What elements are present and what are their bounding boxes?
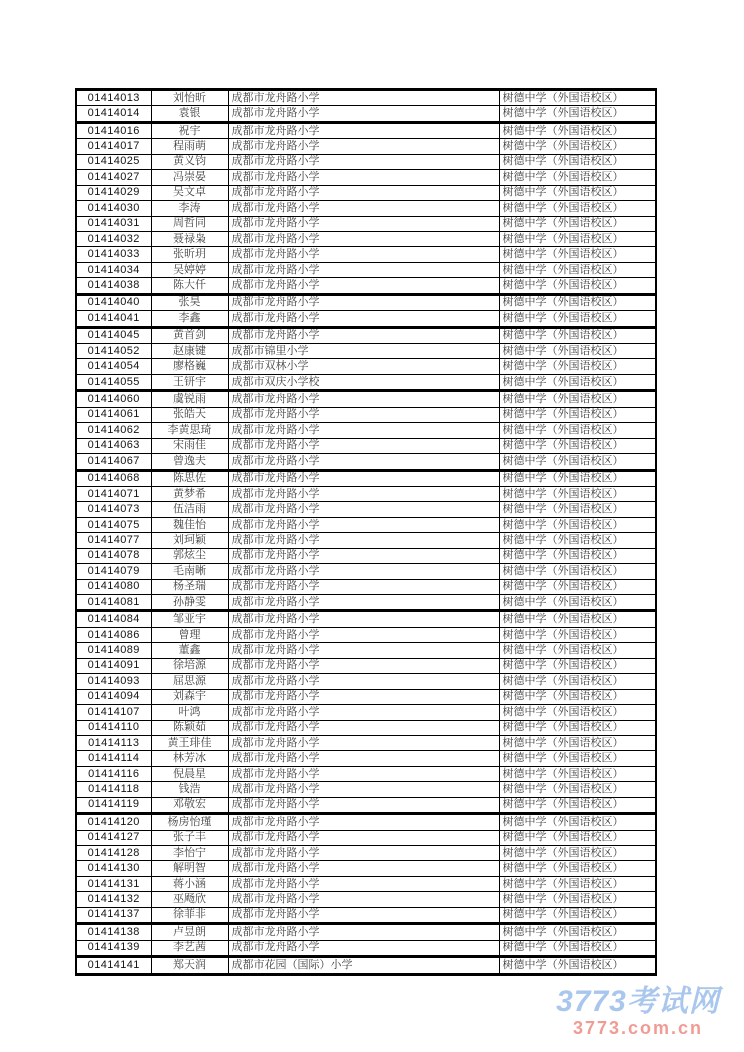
admitted-school-cell: 树德中学（外国语校区）: [499, 139, 656, 154]
table-row: [76, 735, 656, 750]
admitted-school-cell: 树德中学（外国语校区）: [499, 423, 656, 438]
exam-id-cell: 01414139: [76, 940, 151, 956]
admitted-school-cell: 树德中学（外国语校区）: [499, 689, 656, 704]
student-name-cell: 李黄思琦: [151, 423, 228, 438]
table-row: [76, 262, 656, 277]
table-row: [76, 517, 656, 532]
primary-school-cell: 成都市龙舟路小学: [228, 814, 499, 830]
primary-school-cell: 成都市龙舟路小学: [228, 579, 499, 594]
student-name-cell: 伍洁雨: [151, 502, 228, 517]
student-name-cell: 廖格巍: [151, 359, 228, 374]
student-name-cell: 吴文卓: [151, 185, 228, 200]
exam-id-cell: 01414030: [76, 201, 151, 216]
table-row: [76, 216, 656, 231]
exam-id-cell: 01414128: [76, 846, 151, 861]
primary-school-cell: 成都市龙舟路小学: [228, 262, 499, 277]
table-row: [76, 311, 656, 327]
exam-id-cell: 01414086: [76, 627, 151, 642]
student-name-cell: 孙静雯: [151, 595, 228, 611]
admitted-school-cell: 树德中学（外国语校区）: [499, 106, 656, 122]
exam-id-cell: 01414081: [76, 595, 151, 611]
student-name-cell: 李怡宁: [151, 846, 228, 861]
student-name-cell: 张皓天: [151, 407, 228, 422]
student-name-cell: 倪晨星: [151, 766, 228, 781]
student-name-cell: 黄义钧: [151, 154, 228, 169]
admitted-school-cell: 树德中学（外国语校区）: [499, 705, 656, 720]
table-row: [76, 154, 656, 169]
student-name-cell: 李鑫: [151, 311, 228, 327]
admitted-school-cell: 树德中学（外国语校区）: [499, 611, 656, 627]
student-name-cell: 屈思源: [151, 674, 228, 689]
admitted-school-cell: 树德中学（外国语校区）: [499, 533, 656, 548]
student-name-cell: 林芳冰: [151, 751, 228, 766]
exam-id-cell: 01414067: [76, 454, 151, 470]
admitted-school-cell: 树德中学（外国语校区）: [499, 122, 656, 138]
exam-id-cell: 01414138: [76, 924, 151, 940]
admitted-school-cell: 树德中学（外国语校区）: [499, 907, 656, 923]
primary-school-cell: 成都市龙舟路小学: [228, 611, 499, 627]
admitted-school-cell: 树德中学（外国语校区）: [499, 247, 656, 262]
primary-school-cell: 成都市双庆小学校: [228, 374, 499, 390]
table-row: [76, 782, 656, 797]
admitted-school-cell: 树德中学（外国语校区）: [499, 957, 656, 974]
admitted-school-cell: 树德中学（外国语校区）: [499, 391, 656, 407]
exam-id-cell: 01414116: [76, 766, 151, 781]
exam-id-cell: 01414080: [76, 579, 151, 594]
exam-id-cell: 01414120: [76, 814, 151, 830]
student-name-cell: 刘珂颖: [151, 533, 228, 548]
exam-id-cell: 01414119: [76, 797, 151, 813]
admitted-school-cell: 树德中学（外国语校区）: [499, 486, 656, 501]
table-row: [76, 359, 656, 374]
primary-school-cell: 成都市龙舟路小学: [228, 751, 499, 766]
exam-id-cell: 01414093: [76, 674, 151, 689]
exam-id-cell: 01414078: [76, 548, 151, 563]
admitted-school-cell: 树德中学（外国语校区）: [499, 154, 656, 169]
admitted-school-cell: 树德中学（外国语校区）: [499, 344, 656, 359]
primary-school-cell: 成都市龙舟路小学: [228, 846, 499, 861]
primary-school-cell: 成都市龙舟路小学: [228, 861, 499, 876]
admitted-school-cell: 树德中学（外国语校区）: [499, 658, 656, 673]
student-name-cell: 聂禄枭: [151, 231, 228, 246]
exam-id-cell: 01414025: [76, 154, 151, 169]
primary-school-cell: 成都市龙舟路小学: [228, 689, 499, 704]
table-row: [76, 185, 656, 200]
exam-id-cell: 01414113: [76, 735, 151, 750]
admitted-school-cell: 树德中学（外国语校区）: [499, 470, 656, 486]
primary-school-cell: 成都市龙舟路小学: [228, 548, 499, 563]
primary-school-cell: 成都市龙舟路小学: [228, 486, 499, 501]
primary-school-cell: 成都市龙舟路小学: [228, 782, 499, 797]
primary-school-cell: 成都市龙舟路小学: [228, 502, 499, 517]
table-row: [76, 438, 656, 453]
admitted-school-cell: 树德中学（外国语校区）: [499, 579, 656, 594]
admitted-school-cell: 树德中学（外国语校区）: [499, 262, 656, 277]
table-row: [76, 407, 656, 422]
primary-school-cell: 成都市龙舟路小学: [228, 407, 499, 422]
table-row: [76, 814, 656, 830]
student-name-cell: 张子丰: [151, 830, 228, 845]
exam-id-cell: 01414014: [76, 106, 151, 122]
primary-school-cell: 成都市龙舟路小学: [228, 940, 499, 956]
primary-school-cell: 成都市龙舟路小学: [228, 564, 499, 579]
exam-id-cell: 01414110: [76, 720, 151, 735]
exam-id-cell: 01414013: [76, 90, 151, 106]
table-row: [76, 658, 656, 673]
primary-school-cell: 成都市锦里小学: [228, 344, 499, 359]
primary-school-cell: 成都市龙舟路小学: [228, 705, 499, 720]
admitted-school-cell: 树德中学（外国语校区）: [499, 924, 656, 940]
admitted-school-cell: 树德中学（外国语校区）: [499, 595, 656, 611]
exam-id-cell: 01414032: [76, 231, 151, 246]
primary-school-cell: 成都市龙舟路小学: [228, 674, 499, 689]
student-name-cell: 李涛: [151, 201, 228, 216]
table-row: [76, 486, 656, 501]
student-name-cell: 卢昱朗: [151, 924, 228, 940]
student-name-cell: 赵康键: [151, 344, 228, 359]
exam-id-cell: 01414084: [76, 611, 151, 627]
exam-id-cell: 01414038: [76, 278, 151, 294]
student-name-cell: 陈颖茹: [151, 720, 228, 735]
exam-id-cell: 01414033: [76, 247, 151, 262]
admitted-school-cell: 树德中学（外国语校区）: [499, 407, 656, 422]
table-row: [76, 106, 656, 122]
student-name-cell: 陈思佐: [151, 470, 228, 486]
table-row: [76, 327, 656, 343]
student-name-cell: 董鑫: [151, 643, 228, 658]
admitted-school-cell: 树德中学（外国语校区）: [499, 548, 656, 563]
table-row: [76, 830, 656, 845]
primary-school-cell: 成都市龙舟路小学: [228, 766, 499, 781]
exam-id-cell: 01414041: [76, 311, 151, 327]
admitted-school-cell: 树德中学（外国语校区）: [499, 892, 656, 907]
primary-school-cell: 成都市龙舟路小学: [228, 327, 499, 343]
exam-id-cell: 01414068: [76, 470, 151, 486]
primary-school-cell: 成都市龙舟路小学: [228, 627, 499, 642]
admitted-school-cell: 树德中学（外国语校区）: [499, 814, 656, 830]
table-row: [76, 122, 656, 138]
primary-school-cell: 成都市龙舟路小学: [228, 216, 499, 231]
student-name-cell: 冯崇晏: [151, 170, 228, 185]
student-name-cell: 虞锐雨: [151, 391, 228, 407]
table-row: [76, 374, 656, 390]
table-row: [76, 627, 656, 642]
student-name-cell: 蒋小涵: [151, 876, 228, 891]
student-name-cell: 黄梦希: [151, 486, 228, 501]
table-row: [76, 579, 656, 594]
exam-id-cell: 01414031: [76, 216, 151, 231]
admitted-school-cell: 树德中学（外国语校区）: [499, 170, 656, 185]
table-row: [76, 139, 656, 154]
table-row: [76, 454, 656, 470]
admitted-school-cell: 树德中学（外国语校区）: [499, 627, 656, 642]
primary-school-cell: 成都市龙舟路小学: [228, 231, 499, 246]
admitted-school-cell: 树德中学（外国语校区）: [499, 861, 656, 876]
admitted-school-cell: 树德中学（外国语校区）: [499, 438, 656, 453]
primary-school-cell: 成都市龙舟路小学: [228, 154, 499, 169]
exam-id-cell: 01414114: [76, 751, 151, 766]
table-row: [76, 344, 656, 359]
primary-school-cell: 成都市龙舟路小学: [228, 438, 499, 453]
table-row: [76, 470, 656, 486]
admitted-school-cell: 树德中学（外国语校区）: [499, 185, 656, 200]
admitted-school-cell: 树德中学（外国语校区）: [499, 766, 656, 781]
admitted-school-cell: 树德中学（外国语校区）: [499, 517, 656, 532]
primary-school-cell: 成都市龙舟路小学: [228, 876, 499, 891]
student-name-cell: 毛南晰: [151, 564, 228, 579]
exam-id-cell: 01414017: [76, 139, 151, 154]
exam-id-cell: 01414089: [76, 643, 151, 658]
table-row: [76, 674, 656, 689]
table-row: [76, 957, 656, 974]
exam-id-cell: 01414073: [76, 502, 151, 517]
exam-id-cell: 01414027: [76, 170, 151, 185]
primary-school-cell: 成都市龙舟路小学: [228, 892, 499, 907]
exam-id-cell: 01414127: [76, 830, 151, 845]
student-name-cell: 祝宇: [151, 122, 228, 138]
admitted-school-cell: 树德中学（外国语校区）: [499, 374, 656, 390]
exam-id-cell: 01414079: [76, 564, 151, 579]
exam-id-cell: 01414137: [76, 907, 151, 923]
exam-id-cell: 01414094: [76, 689, 151, 704]
exam-id-cell: 01414077: [76, 533, 151, 548]
table-row: [76, 423, 656, 438]
admitted-school-cell: 树德中学（外国语校区）: [499, 327, 656, 343]
primary-school-cell: 成都市龙舟路小学: [228, 643, 499, 658]
admitted-school-cell: 树德中学（外国语校区）: [499, 90, 656, 106]
table-row: [76, 907, 656, 923]
admitted-school-cell: 树德中学（外国语校区）: [499, 231, 656, 246]
table-row: [76, 751, 656, 766]
exam-id-cell: 01414054: [76, 359, 151, 374]
admitted-school-cell: 树德中学（外国语校区）: [499, 294, 656, 310]
primary-school-cell: 成都市龙舟路小学: [228, 170, 499, 185]
table-row: [76, 90, 656, 106]
student-name-cell: 王钘宇: [151, 374, 228, 390]
primary-school-cell: 成都市龙舟路小学: [228, 797, 499, 813]
table-row: [76, 611, 656, 627]
student-name-cell: 钱浩: [151, 782, 228, 797]
exam-id-cell: 01414062: [76, 423, 151, 438]
exam-id-cell: 01414055: [76, 374, 151, 390]
table-row: [76, 391, 656, 407]
exam-id-cell: 01414118: [76, 782, 151, 797]
student-name-cell: 郑天润: [151, 957, 228, 974]
table-row: [76, 797, 656, 813]
student-name-cell: 邹亚宇: [151, 611, 228, 627]
admitted-school-cell: 树德中学（外国语校区）: [499, 359, 656, 374]
student-name-cell: 邓敬宏: [151, 797, 228, 813]
admitted-school-cell: 树德中学（外国语校区）: [499, 454, 656, 470]
student-name-cell: 曾逸夫: [151, 454, 228, 470]
table-row: [76, 533, 656, 548]
exam-id-cell: 01414141: [76, 957, 151, 974]
primary-school-cell: 成都市龙舟路小学: [228, 185, 499, 200]
admitted-school-cell: 树德中学（外国语校区）: [499, 797, 656, 813]
primary-school-cell: 成都市龙舟路小学: [228, 720, 499, 735]
watermark-site-name: 3773考试网: [556, 985, 720, 1018]
student-name-cell: 刘森宇: [151, 689, 228, 704]
primary-school-cell: 成都市龙舟路小学: [228, 391, 499, 407]
table-row: [76, 705, 656, 720]
exam-id-cell: 01414063: [76, 438, 151, 453]
table-row: [76, 643, 656, 658]
table-row: [76, 294, 656, 310]
student-name-cell: 周哲同: [151, 216, 228, 231]
student-name-cell: 巫飏欣: [151, 892, 228, 907]
table-row: [76, 892, 656, 907]
student-name-cell: 张昊: [151, 294, 228, 310]
primary-school-cell: 成都市龙舟路小学: [228, 122, 499, 138]
admitted-school-cell: 树德中学（外国语校区）: [499, 564, 656, 579]
student-name-cell: 张昕玥: [151, 247, 228, 262]
exam-id-cell: 01414060: [76, 391, 151, 407]
student-name-cell: 吴婷婷: [151, 262, 228, 277]
primary-school-cell: 成都市龙舟路小学: [228, 595, 499, 611]
primary-school-cell: 成都市龙舟路小学: [228, 517, 499, 532]
primary-school-cell: 成都市龙舟路小学: [228, 278, 499, 294]
table-row: [76, 766, 656, 781]
primary-school-cell: 成都市龙舟路小学: [228, 247, 499, 262]
primary-school-cell: 成都市龙舟路小学: [228, 470, 499, 486]
student-name-cell: 郭炫尘: [151, 548, 228, 563]
exam-id-cell: 01414107: [76, 705, 151, 720]
primary-school-cell: 成都市龙舟路小学: [228, 924, 499, 940]
exam-id-cell: 01414132: [76, 892, 151, 907]
primary-school-cell: 成都市龙舟路小学: [228, 139, 499, 154]
student-name-cell: 杨圣瑞: [151, 579, 228, 594]
watermark: [538, 986, 738, 1038]
exam-id-cell: 01414131: [76, 876, 151, 891]
student-name-cell: 徐培源: [151, 658, 228, 673]
table-row: [76, 278, 656, 294]
admission-table: [75, 88, 657, 976]
student-name-cell: 李艺茜: [151, 940, 228, 956]
student-name-cell: 徐菲非: [151, 907, 228, 923]
primary-school-cell: 成都市龙舟路小学: [228, 830, 499, 845]
exam-id-cell: 01414075: [76, 517, 151, 532]
primary-school-cell: 成都市龙舟路小学: [228, 201, 499, 216]
primary-school-cell: 成都市龙舟路小学: [228, 90, 499, 106]
primary-school-cell: 成都市龙舟路小学: [228, 533, 499, 548]
admitted-school-cell: 树德中学（外国语校区）: [499, 751, 656, 766]
primary-school-cell: 成都市龙舟路小学: [228, 311, 499, 327]
table-row: [76, 720, 656, 735]
admission-table-body: [76, 90, 656, 975]
student-name-cell: 刘怡昕: [151, 90, 228, 106]
table-row: [76, 861, 656, 876]
admitted-school-cell: 树德中学（外国语校区）: [499, 876, 656, 891]
table-row: [76, 247, 656, 262]
admitted-school-cell: 树德中学（外国语校区）: [499, 940, 656, 956]
exam-id-cell: 01414016: [76, 122, 151, 138]
student-name-cell: 宋雨佳: [151, 438, 228, 453]
table-row: [76, 502, 656, 517]
primary-school-cell: 成都市双林小学: [228, 359, 499, 374]
student-name-cell: 叶鸿: [151, 705, 228, 720]
primary-school-cell: 成都市龙舟路小学: [228, 423, 499, 438]
admitted-school-cell: 树德中学（外国语校区）: [499, 201, 656, 216]
exam-id-cell: 01414061: [76, 407, 151, 422]
exam-id-cell: 01414091: [76, 658, 151, 673]
student-name-cell: 杨房怡瑾: [151, 814, 228, 830]
admitted-school-cell: 树德中学（外国语校区）: [499, 830, 656, 845]
primary-school-cell: 成都市龙舟路小学: [228, 294, 499, 310]
exam-id-cell: 01414052: [76, 344, 151, 359]
table-row: [76, 876, 656, 891]
exam-id-cell: 01414045: [76, 327, 151, 343]
exam-id-cell: 01414040: [76, 294, 151, 310]
student-name-cell: 袁银: [151, 106, 228, 122]
student-name-cell: 曾理: [151, 627, 228, 642]
table-row: [76, 231, 656, 246]
admitted-school-cell: 树德中学（外国语校区）: [499, 278, 656, 294]
exam-id-cell: 01414034: [76, 262, 151, 277]
admitted-school-cell: 树德中学（外国语校区）: [499, 643, 656, 658]
student-name-cell: 黄首剑: [151, 327, 228, 343]
table-row: [76, 940, 656, 956]
primary-school-cell: 成都市龙舟路小学: [228, 658, 499, 673]
table-row: [76, 201, 656, 216]
student-name-cell: 陈大仟: [151, 278, 228, 294]
table-row: [76, 689, 656, 704]
primary-school-cell: 成都市花园（国际）小学: [228, 957, 499, 974]
table-row: [76, 548, 656, 563]
admitted-school-cell: 树德中学（外国语校区）: [499, 502, 656, 517]
admitted-school-cell: 树德中学（外国语校区）: [499, 720, 656, 735]
admitted-school-cell: 树德中学（外国语校区）: [499, 311, 656, 327]
primary-school-cell: 成都市龙舟路小学: [228, 735, 499, 750]
student-name-cell: 黄王琲佳: [151, 735, 228, 750]
exam-id-cell: 01414029: [76, 185, 151, 200]
admitted-school-cell: 树德中学（外国语校区）: [499, 735, 656, 750]
table-row: [76, 564, 656, 579]
table-row: [76, 170, 656, 185]
exam-id-cell: 01414130: [76, 861, 151, 876]
student-name-cell: 解明智: [151, 861, 228, 876]
exam-id-cell: 01414071: [76, 486, 151, 501]
primary-school-cell: 成都市龙舟路小学: [228, 106, 499, 122]
admitted-school-cell: 树德中学（外国语校区）: [499, 674, 656, 689]
student-name-cell: 程雨萌: [151, 139, 228, 154]
table-row: [76, 846, 656, 861]
admitted-school-cell: 树德中学（外国语校区）: [499, 846, 656, 861]
student-name-cell: 魏佳怡: [151, 517, 228, 532]
table-row: [76, 595, 656, 611]
primary-school-cell: 成都市龙舟路小学: [228, 907, 499, 923]
watermark-site-url: 3773.com.cn: [572, 1018, 704, 1038]
primary-school-cell: 成都市龙舟路小学: [228, 454, 499, 470]
table-row: [76, 924, 656, 940]
admitted-school-cell: 树德中学（外国语校区）: [499, 782, 656, 797]
admitted-school-cell: 树德中学（外国语校区）: [499, 216, 656, 231]
